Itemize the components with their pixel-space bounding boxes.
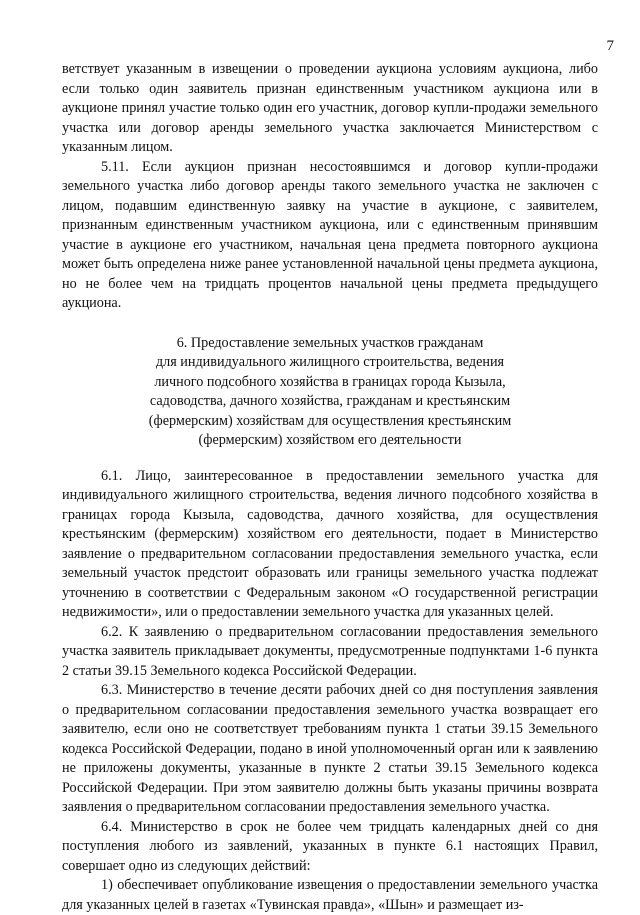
section-heading-line: (фермерским) хозяйством его деятельности: [198, 432, 462, 448]
paragraph-6-2: 6.2. К заявлению о предварительном согласовании предоставления земельного участка заявитель прикладывает документы, предусмотренные подпунктами 1-6 пункта 2 статьи 39.15 Земельного кодекса Российской Федерации.: [62, 623, 598, 679]
paragraph-5-11: 5.11. Если аукцион признан несостоявшимся и договор купли-продажи земельного участка либо договор аренды такого земельного участка не заключен с лицом, подавшим единственную заявку на участие в аукционе, с заявителем, признанным единственным участником аукциона, или с единственным принявшим участие в аукционе его участником, начальная цена предмета повторного аукциона может быть определена ниже ранее установленной начальной цены предмета аукциона, но не более чем на тридцать процентов начальной цены предмета предыдущего аукциона.: [62, 158, 598, 311]
paragraph-continuation: ветствует указанным в извещении о проведении аукциона условиям аукциона, либо если только один заявитель признан единственным участником аукциона или в аукционе принял участие только один его участник, договор купли-продажи земельного участка или договор аренды земельного участка заключается Министерством с указанным лицом.: [62, 61, 598, 155]
section-heading-line: (фермерским) хозяйствам для осуществления крестьянским: [148, 412, 512, 429]
section-heading-line: садоводства, дачного хозяйства, гражданам и крестьянским: [149, 393, 511, 409]
section-heading-line: личного подсобного хозяйства в границах города Кызыла,: [154, 373, 506, 390]
document-body: [62, 60, 598, 915]
section-heading-6: [62, 334, 598, 451]
paragraph-6-4-item-1: 1) обеспечивает опубликование извещения о предоставлении земельного участка для указанных целей в газетах «Тувинская правда», «Шын» и размещает из-: [62, 877, 598, 913]
section-heading-line: 6. Предоставление земельных участков гражданам: [176, 334, 484, 351]
paragraph-6-4: 6.4. Министерство в срок не более чем тридцать календарных дней со дня поступления любого из заявлений, указанных в пункте 6.1 настоящих Правил, совершает одно из следующих действий:: [62, 818, 598, 874]
section-heading-line: для индивидуального жилищного строительства, ведения: [155, 354, 505, 370]
page-number: 7: [606, 38, 614, 54]
paragraph-6-3: 6.3. Министерство в течение десяти рабочих дней со дня поступления заявления о предварительном согласовании предоставления земельного участка возвращает его заявителю, если оно не соответствует требованиям пункта 1 статьи 39.15 Земельного кодекса Российской Федерации, подано в иной уполномоченный орган или к заявлению не приложены документы, указанные в пункте 2 статьи 39.15 Земельного кодекса Российской Федерации. При этом заявителю должны быть указаны причины возврата заявления о предварительном согласовании предоставления земельного участка.: [62, 682, 598, 815]
paragraph-6-1: 6.1. Лицо, заинтересованное в предоставлении земельного участка для индивидуального жилищного строительства, ведения личного подсобного хозяйства в границах города Кызыла, садоводства, дачного хозяйства, для осуществления крестьянским (фермерским) хозяйством его деятельности, подает в Министерство заявление о предварительном согласовании предоставления земельного участка, если земельный участок предстоит образовать или границы земельного участка подлежат уточнению в соответствии с Федеральным законом «О государственной регистрации недвижимости», или о предоставлении земельного участка для указанных целей.: [62, 467, 598, 620]
